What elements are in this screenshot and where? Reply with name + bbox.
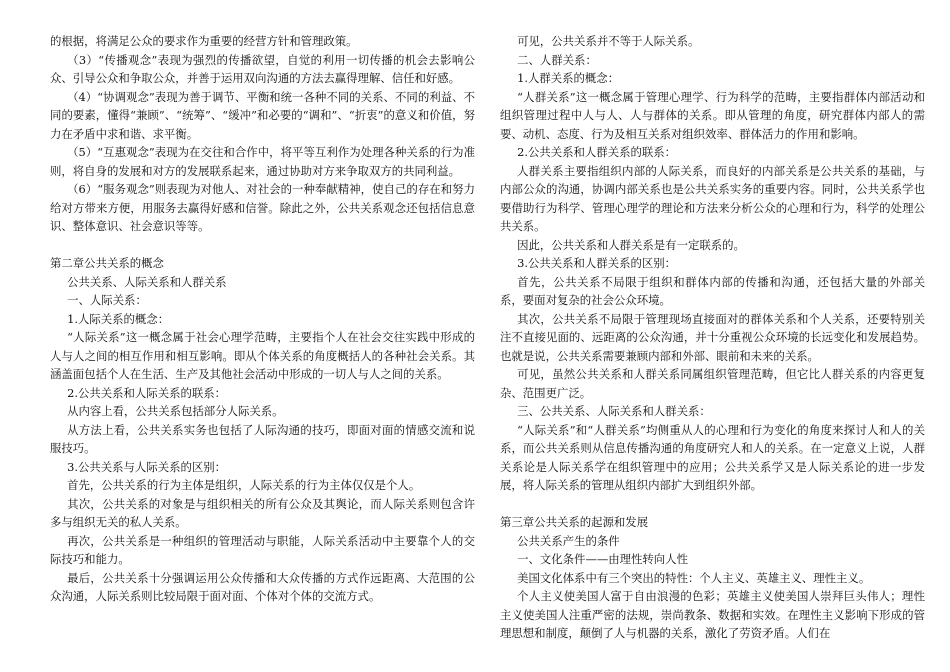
paragraph: 首先，公共关系不局限于组织和群体内部的传播和沟通，还包括大量的外部关系，要面对复杂的社会公众环境。 [500,274,925,307]
item-heading: 2.公共关系和人际关系的联系： [67,385,227,400]
paragraph: 其次，公共关系不局限于管理现场直接面对的群体关系和个人关系，还要特别关注不直接见面的、远距离的公众沟通，并十分重视公众环境的长远变化和发展趋势。也就是说，公共关系需要兼顾内部和外部、眼前和未来的关系。 [500,311,925,363]
paragraph: 首先，公共关系的行为主体是组织，人际关系的行为主体仅仅是个人。 [67,478,421,492]
paragraph: 个人主义使美国人富于自由浪漫的色彩；英雄主义使美国人崇拜巨头伟人；理性主义使美国人注重严密的法规，崇尚教条、数据和实效。在理性主义影响下形成的管理思想和制度，颠倒了人与机器的关系，激化了劳资矛盾。人们在 [500,589,925,640]
subsection-heading: 三、公共关系、人际关系和人群关系： [517,404,711,418]
paragraph: 最后，公共关系十分强调运用公众传播和大众传播的方式作远距离、大范围的公众沟通，人际关系则比较局限于面对面、个体对个体的交流方式。 [50,570,475,603]
paragraph: 再次，公共关系是一种组织的管理活动与职能，人际关系活动中主要靠个人的交际技巧和能力。 [50,533,475,566]
paragraph: 的根据，将满足公众的要求作为重要的经营方针和管理政策。 [50,34,358,48]
section-heading: 公共关系产生的条件 [517,533,620,548]
paragraph: 从内容上看，公共关系包括部分人际关系。 [67,404,284,418]
right-column [500,32,925,643]
paragraph: （6）“服务观念”则表现为对他人、对社会的一种奉献精神，使自己的存在和努力给对方带来方便，用服务去赢得好感和信誉。除此之外，公共关系观念还包括信息意识、整体意识、社会意识等等。 [50,182,475,233]
paragraph: “人际关系”和“人群关系”均侧重从人的心理和行为变化的角度来探讨人和人的关系，而公共关系则从信息传播沟通的角度研究人和人的关系。在一定意义上说，人群关系论是人际关系学在组织管理中的应用；公共关系学又是人际关系论的进一步发展，将人际关系的管理从组织内部扩大到组织外部。 [500,422,925,492]
paragraph: （4）“协调观念”表现为善于调节、平衡和统一各种不同的关系、不同的利益、不同的要素，懂得“兼顾”、“统筹”、“缓冲”和必要的“调和”、“折衷”的意义和价值，努力在矛盾中求和谐、求平衡。 [50,89,475,141]
item-heading: 2.公共关系和人群关系的联系： [517,145,677,159]
item-heading: 1.人群关系的概念： [517,71,620,85]
spacer [500,495,925,514]
paragraph: 从方法上看，公共关系实务也包括了人际沟通的技巧，即面对面的情感交流和说服技巧。 [50,422,475,455]
left-column [50,32,475,606]
subsection-heading: 一、文化条件——由理性转向人性 [517,552,688,566]
spacer [50,236,475,255]
item-heading: 1.人际关系的概念： [67,311,170,326]
subsection-heading: 二、人群关系： [517,52,597,67]
paragraph: 可见，虽然公共关系和人群关系同属组织管理范畴，但它比人群关系的内容更复杂、范围更广泛。 [500,367,925,400]
paragraph: “人际关系”这一概念属于社会心理学范畴，主要指个人在社会交往实践中形成的人与人之间的相互作用和相互影响。即从个体关系的角度概括人的各种社会关系。其涵盖面包括个人在生活、生产及其他社会活动中形成的一切人与人之间的关系。 [50,330,475,381]
paragraph: （5）“互惠观念”表现为在交往和合作中，将平等互利作为处理各种关系的行为准则，将自身的发展和对方的发展联系起来，通过协助对方来争取双方的共同利益。 [50,145,475,178]
chapter-heading: 第二章公共关系的概念 [50,256,164,270]
chapter-heading: 第三章公共关系的起源和发展 [500,515,649,529]
item-heading: 3.公共关系和人群关系的区别： [517,256,677,270]
paragraph: “人群关系”这一概念属于管理心理学、行为科学的范畴，主要指群体内部活动和组织管理过程中人与人、人与群体的关系。即从管理的角度，研究群体内部人的需要、动机、态度、行为及相互关系对组织效率、群体活力的作用和影响。 [500,89,925,141]
paragraph: 其次，公共关系的对象是与组织相关的所有公众及其舆论，而人际关系则包含许多与组织无关的私人关系。 [50,496,475,529]
paragraph: 人群关系主要指组织内部的人际关系，而良好的内部关系是公共关系的基础，与内部公众的沟通，协调内部关系也是公共关系实务的重要内容。同时，公共关系学也要借助行为科学、管理心理学的理论和方法来分析公众的心理和行为，科学的处理公共关系。 [500,163,925,233]
paragraph: （3）“传播观念”表现为强烈的传播欲望，自觉的利用一切传播的机会去影响公众、引导公众和争取公众，并善于运用双向沟通的方法去赢得理解、信任和好感。 [50,52,475,85]
paragraph: 美国文化体系中有三个突出的特性：个人主义、英雄主义、理性主义。 [517,570,871,585]
paragraph: 可见，公共关系并不等于人际关系。 [517,34,700,48]
subsection-heading: 一、人际关系： [67,293,147,307]
item-heading: 3.公共关系与人际关系的区别： [67,459,227,474]
section-heading: 公共关系、人际关系和人群关系 [67,274,227,289]
paragraph: 因此，公共关系和人群关系是有一定联系的。 [517,237,745,252]
